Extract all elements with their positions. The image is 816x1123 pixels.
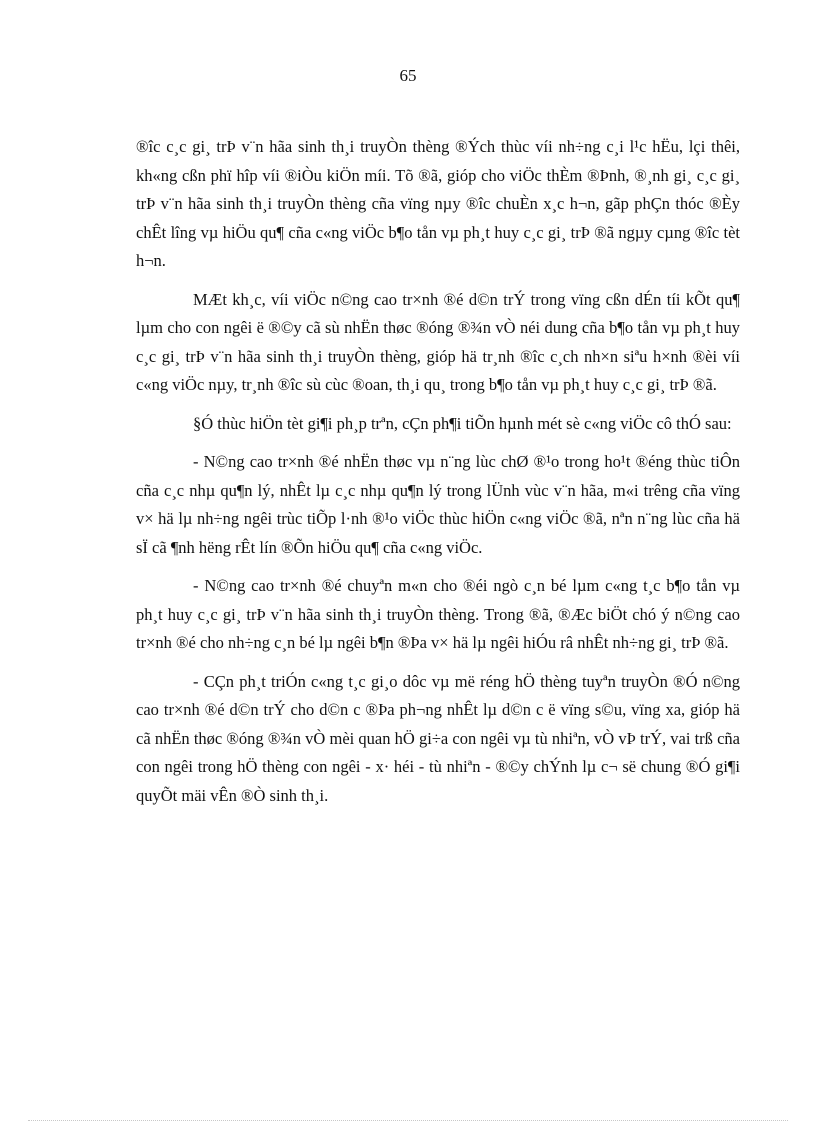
paragraph: - CÇn ph¸t triÓn c«ng t¸c gi¸o dôc vµ më réng hÖ thèng tuyªn truyÒn ®Ó n©ng cao tr×nh ®é d©n trÝ cho d©n c ®Þa ph¬ng nhÊt lµ d©n c ë vïng s©u, vïng xa, gióp hä cã nhËn thøc ®óng ®¾n vÒ mèi quan hÖ gi÷a con ngêi vµ tù nhiªn, vÒ vÞ trÝ, vai trß cña con ngêi trong hÖ thèng con ngêi - x· héi - tù nhiªn - ®©y chÝnh lµ c¬ së chung ®Ó gi¶i quyÕt mäi vÊn ®Ò sinh th¸i.	[136, 671, 740, 805]
paragraph: - N©ng cao tr×nh ®é chuyªn m«n cho ®éi ngò c¸n bé lµm c«ng t¸c b¶o tån vµ ph¸t huy c¸c gi¸ trÞ v¨n hãa sinh th¸i truyÒn thèng. Trong ®ã, ®Æc biÖt chó ý n©ng cao tr×nh ®é cho nh÷ng c¸n bé lµ ngêi b¶n ®Þa v× hä lµ ngêi hiÓu râ nhÊt nh÷ng gi¸ trÞ ®ã.	[136, 576, 740, 652]
paragraph: MÆt kh¸c, víi viÖc n©ng cao tr×nh ®é d©n trÝ trong vïng cßn dÉn tíi kÕt qu¶ lµm cho con ngêi ë ®©y cã sù nhËn thøc ®óng ®¾n vÒ néi dung cña b¶o tån vµ ph¸t huy c¸c gi¸ trÞ v¨n hãa sinh th¸i truyÒn thèng, gióp hä tr¸nh ®îc c¸ch nh×n siªu h×nh ®èi víi c«ng viÖc nµy, tr¸nh ®îc sù cùc ®oan, th¸i qu¸ trong b¶o tån vµ ph¸t huy c¸c gi¸ trÞ ®ã.	[136, 289, 740, 394]
document-body	[136, 133, 740, 820]
page-bottom-divider	[28, 1120, 788, 1121]
paragraph: - N©ng cao tr×nh ®é nhËn thøc vµ n¨ng lùc chØ ®¹o trong ho¹t ®éng thùc tiÔn cña c¸c nhµ qu¶n lý, nhÊt lµ c¸c nhµ qu¶n lý trong lÜnh vùc v¨n hãa, m«i trêng cña vïng v× hä lµ nh÷ng ngêi trùc tiÕp l·nh ®¹o viÖc thùc hiÖn c«ng viÖc ®ã, nªn n¨ng lùc cña hä sÏ cã ¶nh hëng rÊt lín ®Õn hiÖu qu¶ cña c«ng viÖc.	[136, 452, 740, 557]
paragraph: ®îc c¸c gi¸ trÞ v¨n hãa sinh th¸i truyÒn thèng ®Ých thùc víi nh÷ng c¸i l¹c hËu, lçi thêi, kh«ng cßn phï hîp víi ®iÒu kiÖn míi. Tõ ®ã, gióp cho viÖc thÈm ®Þnh, ®¸nh gi¸ c¸c gi¸ trÞ v¨n hãa sinh th¸i truyÒn thèng cña vïng nµy ®îc chuÈn x¸c h¬n, gãp phÇn thóc ®Èy chÊt lîng vµ hiÖu qu¶ cña c«ng viÖc b¶o tån vµ ph¸t huy c¸c gi¸ trÞ ®ã ngµy cµng ®îc tèt h¬n.	[136, 137, 740, 270]
paragraph: §Ó thùc hiÖn tèt gi¶i ph¸p trªn, cÇn ph¶i tiÕn hµnh mét sè c«ng viÖc cô thÓ sau:	[193, 413, 732, 433]
page-number: 65	[399, 66, 417, 85]
